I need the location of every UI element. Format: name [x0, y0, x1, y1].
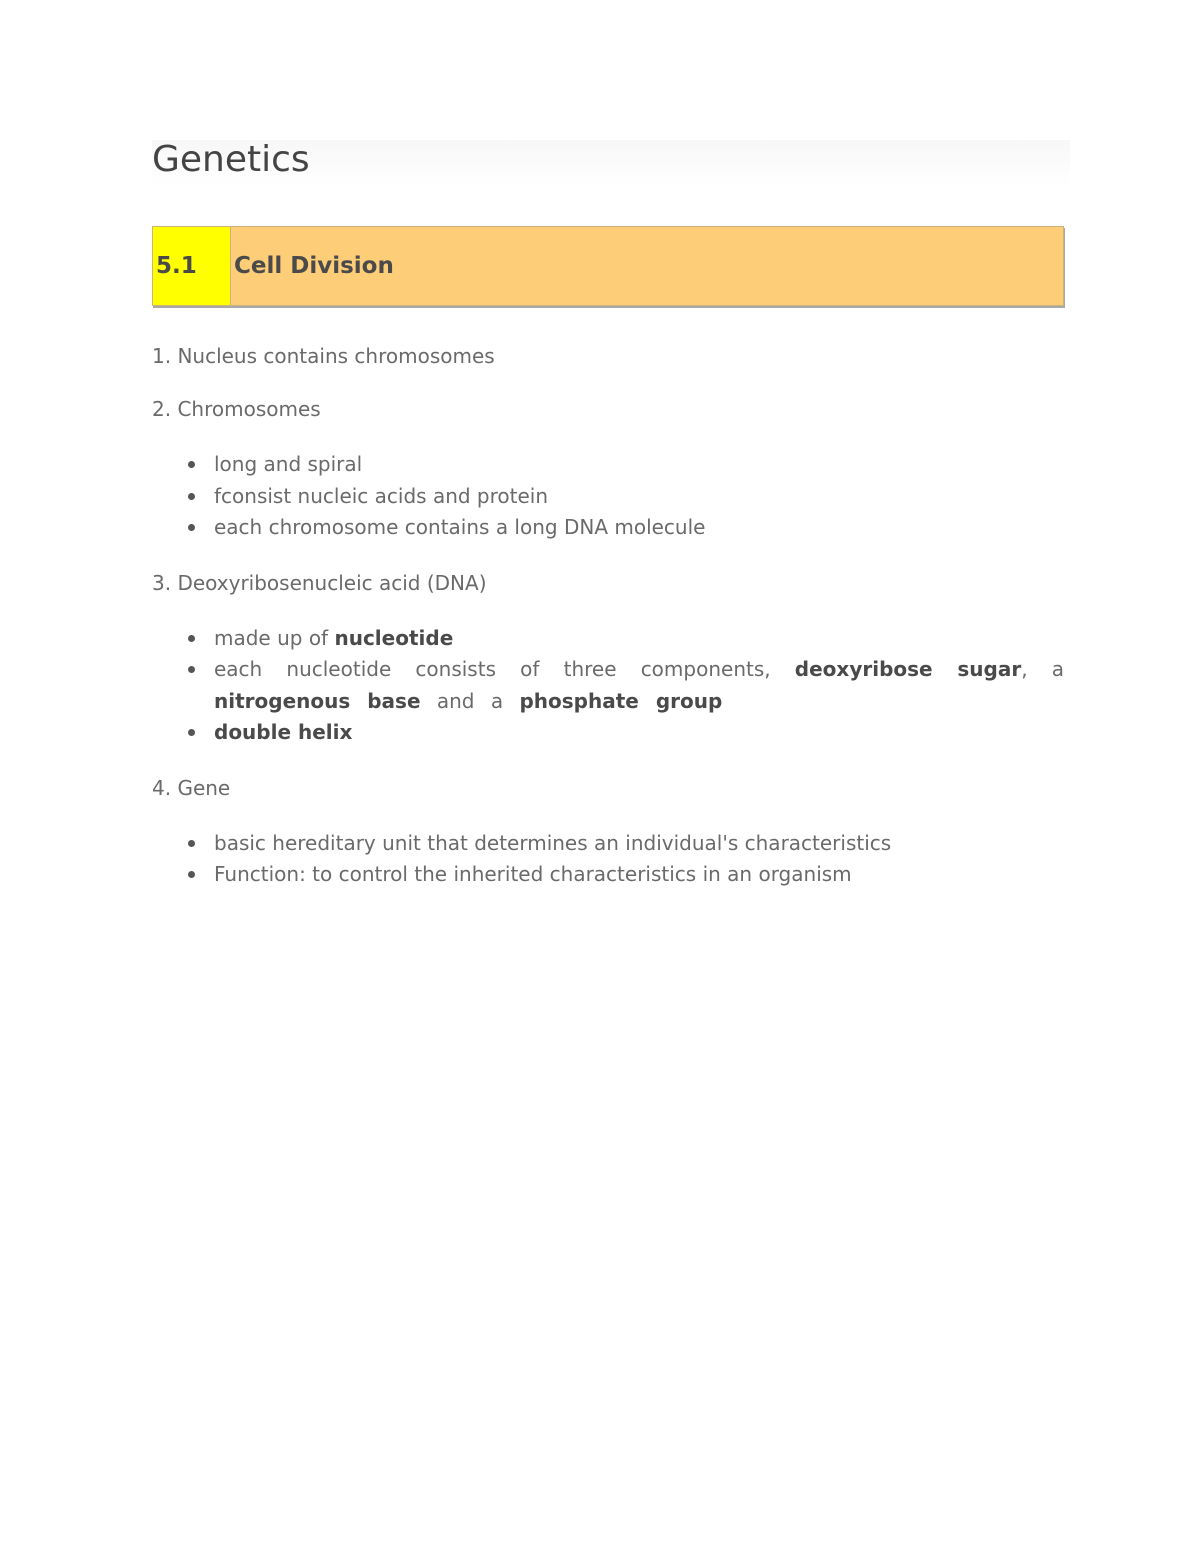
- item-heading-1: 1. Nucleus contains chromosomes: [152, 344, 495, 368]
- list-item: each chromosome contains a long DNA molecule: [152, 512, 1064, 544]
- bullet-icon: [188, 461, 195, 468]
- list-item: long and spiral: [152, 449, 1064, 481]
- list-item: fconsist nucleic acids and protein: [152, 481, 1064, 513]
- item-heading-2: 2. Chromosomes: [152, 397, 321, 421]
- bullet-icon: [188, 524, 195, 531]
- list-item: basic hereditary unit that determines an individual's characteristics: [152, 828, 1064, 860]
- section-header: [152, 226, 1064, 306]
- list-item: made up of nucleotide: [152, 623, 1064, 655]
- bullet-icon: [188, 635, 195, 642]
- dna-bullet-list: [152, 623, 1064, 749]
- item-heading-3: 3. Deoxyribosenucleic acid (DNA): [152, 570, 487, 595]
- item-heading-4: 4. Gene: [152, 775, 231, 800]
- list-item: each nucleotide consists of three components, deoxyribose sugar, a nitrogenous base and a phosphate group: [152, 654, 1064, 717]
- section-title: Cell Division: [231, 227, 1063, 305]
- section-number: 5.1: [153, 227, 231, 305]
- bullet-icon: [188, 493, 195, 500]
- bullet-icon: [188, 729, 195, 736]
- list-item: double helix: [152, 717, 1064, 749]
- document-title: Genetics: [152, 140, 1070, 186]
- bullet-icon: [188, 666, 195, 673]
- bullet-icon: [188, 871, 195, 878]
- bullet-icon: [188, 840, 195, 847]
- chromosomes-bullet-list: [152, 449, 1064, 544]
- document-page: [152, 140, 1064, 891]
- gene-bullet-list: [152, 828, 1064, 891]
- list-item: Function: to control the inherited characteristics in an organism: [152, 859, 1064, 891]
